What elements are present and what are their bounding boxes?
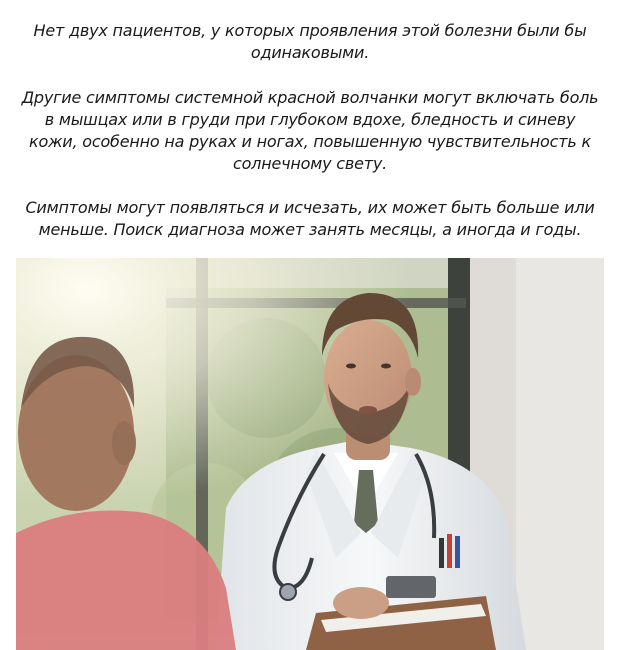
doctor-patient-photo: [16, 258, 604, 650]
photo-illustration: [16, 258, 604, 650]
paragraph-symptoms-come-and-go: Симптомы могут появляться и исчезать, их может быть больше или меньше. Поиск диагноза может занять месяцы, а иногда и годы.: [25, 198, 595, 239]
paragraph-other-symptoms: Другие симптомы системной красной волчанки могут включать боль в мышцах или в груди при глубоком вдохе, бледность и синеву кожи, особенно на руках и ногах, повышенную чувствительность к солнечному свету.: [21, 88, 599, 173]
paragraph-no-two-patients: Нет двух пациентов, у которых проявления этой болезни были бы одинаковыми.: [33, 21, 587, 62]
